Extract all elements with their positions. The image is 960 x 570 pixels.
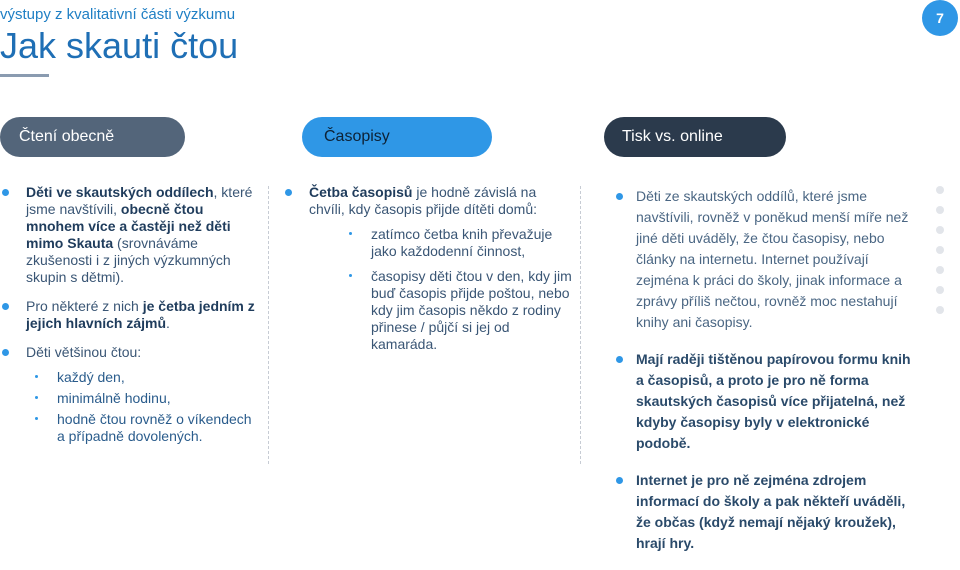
- bullet-dot-icon: [2, 189, 9, 196]
- sub-list-text: každý den,: [57, 369, 125, 385]
- bullet-dot-icon: [285, 189, 292, 196]
- decorative-dot-icon: [936, 266, 944, 274]
- section-label-magazines: Časopisy: [302, 117, 492, 157]
- bullet-text: (srovnáváme zkušenosti i z jiných výzkumných skupin s dětmi).: [26, 235, 231, 285]
- sub-list-text: minimálně hodinu,: [57, 390, 171, 406]
- sub-list: [26, 369, 262, 445]
- section-label-reading-general: Čtení obecně: [0, 117, 185, 157]
- bullet-text: Pro některé z nich: [26, 298, 143, 314]
- bullet-item: [0, 344, 262, 445]
- section-label-print-vs-online: Tisk vs. online: [604, 117, 786, 157]
- bullet-text: je hodně závislá na chvíli, kdy časopis přijde dítěti domů:: [309, 184, 537, 217]
- sub-bullet-icon: [35, 396, 38, 399]
- bullet-text: Děti většinou čtou:: [26, 344, 142, 360]
- sub-list-item: [309, 226, 573, 260]
- sub-bullet-icon: [35, 375, 38, 378]
- bullet-dot-icon: [2, 303, 9, 310]
- decorative-dot-icon: [936, 306, 944, 314]
- bullet-text: , které jsme navštívili,: [26, 184, 253, 217]
- bullet-text: Děti ze skautských oddílů, které jsme navštívili, rovněž v poněkud menší míře než jiné děti uváděly, že čtou časopisy, nebo články na internetu. Internet používají zejména k práci do školy, jinak informace a zprávy příliš nečtou, rovněž moc nestahují knihy ani časopisy.: [636, 188, 909, 330]
- column-divider: [580, 186, 581, 464]
- bullet-item: [614, 349, 914, 454]
- bullet-item: [614, 186, 914, 333]
- title-underline: [0, 74, 49, 77]
- bullet-bold-text: obecně čtou mnohem více a častěji než děti mimo Skauta: [26, 201, 231, 251]
- bullet-text: Mají raději tištěnou papírovou formu knih a časopisů, a proto je pro ně forma skautských časopisů více přijatelná, než kdyby časopisy byly v elektronické podobě.: [636, 351, 911, 451]
- bullet-dot-icon: [616, 477, 623, 484]
- sub-list-text: časopisy děti čtou v den, kdy jim buď časopis přijde poštou, nebo kdy jim časopis někdo z rodiny přinese / půjčí si jej od kamaráda.: [371, 268, 572, 352]
- decorative-dot-icon: [936, 286, 944, 294]
- bullet-bold-text: je četba jedním z jejich hlavních zájmů: [26, 298, 255, 331]
- bullet-bold-text: Děti ve skautských oddílech: [26, 184, 214, 200]
- sub-bullet-icon: [349, 274, 352, 277]
- decorative-dots: [936, 186, 956, 326]
- sub-list-item: [309, 268, 573, 353]
- sub-bullet-icon: [349, 232, 352, 235]
- column-magazines: [283, 184, 573, 365]
- bullet-text: .: [166, 315, 170, 331]
- bullet-dot-icon: [2, 349, 9, 356]
- sub-list-item: [26, 411, 262, 445]
- slide-subtitle: výstupy z kvalitativní části výzkumu: [0, 6, 236, 23]
- sub-list-text: zatímco četba knih převažuje jako každodenní činnost,: [371, 226, 553, 259]
- bullet-item: [0, 184, 262, 286]
- sub-list: [309, 226, 573, 353]
- sub-bullet-icon: [35, 417, 38, 420]
- bullet-dot-icon: [616, 193, 623, 200]
- bullet-item: [0, 298, 262, 332]
- bullet-item: [614, 470, 914, 554]
- bullet-dot-icon: [616, 356, 623, 363]
- sub-list-text: hodně čtou rovněž o víkendech a případně dovolených.: [57, 411, 252, 444]
- decorative-dot-icon: [936, 246, 944, 254]
- column-print-vs-online: [614, 186, 914, 570]
- page-number-badge: 7: [922, 0, 958, 36]
- sub-list-item: [26, 390, 262, 407]
- decorative-dot-icon: [936, 206, 944, 214]
- column-reading-general: [0, 184, 262, 457]
- column-divider: [268, 186, 269, 464]
- decorative-dot-icon: [936, 226, 944, 234]
- bullet-item: [283, 184, 573, 353]
- bullet-bold-text: Četba časopisů: [309, 184, 413, 200]
- decorative-dot-icon: [936, 186, 944, 194]
- slide-title: Jak skauti čtou: [0, 25, 239, 66]
- sub-list-item: [26, 369, 262, 386]
- bullet-text: Internet je pro ně zejména zdrojem informací do školy a pak někteří uváděli, že občas (když nemají nějaký kroužek), hrají hry.: [636, 472, 906, 551]
